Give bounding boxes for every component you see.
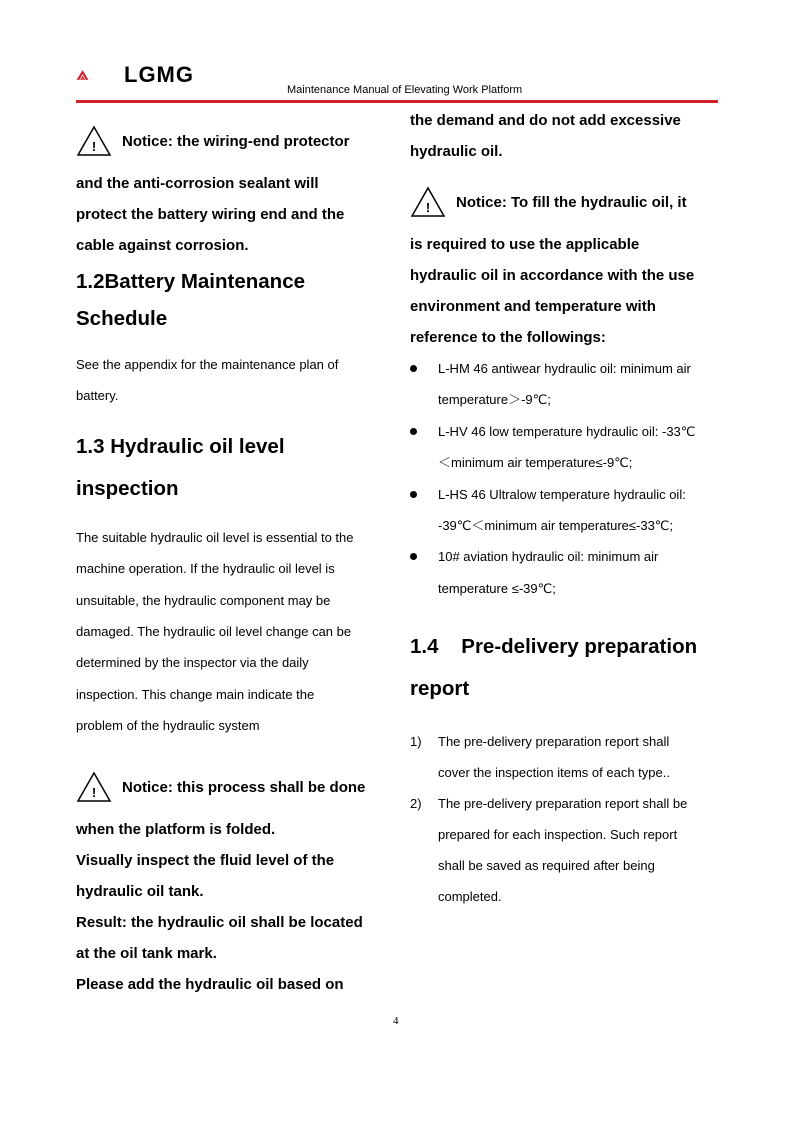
list-item-line: temperature ≤-39℃;	[438, 580, 556, 596]
list-item	[410, 541, 720, 604]
header-divider	[76, 100, 718, 103]
list-item-line: L-HS 46 Ultralow temperature hydraulic oil:	[438, 486, 686, 502]
heading-line: 1.2Battery Maintenance	[76, 270, 306, 293]
notice-text-line: environment and temperature with	[410, 298, 656, 315]
list-item	[410, 416, 720, 479]
section-heading-1-4	[410, 626, 720, 710]
lgmg-logo-mark	[76, 58, 122, 92]
warning-triangle-icon	[410, 186, 446, 218]
page-number: 4	[393, 1015, 399, 1027]
list-item-line: cover the inspection items of each type..	[438, 765, 670, 781]
paragraph-line: See the appendix for the maintenance plan of	[76, 357, 339, 372]
list-item-line: ＜minimum air temperature≤-9℃;	[438, 455, 633, 471]
heading-line: inspection	[76, 476, 179, 500]
list-item	[410, 788, 720, 912]
list-item-line: shall be saved as required after being	[438, 858, 655, 874]
bullet-dot	[410, 491, 417, 498]
notice-fill-hydraulic-oil	[410, 185, 720, 219]
warning-triangle-icon	[76, 125, 112, 157]
list-item-line: -39℃＜minimum air temperature≤-33℃;	[438, 518, 674, 534]
paragraph-line: battery.	[76, 388, 119, 404]
notice-folded-platform	[76, 770, 386, 804]
left-column	[76, 124, 386, 742]
list-marker: 2)	[410, 796, 422, 812]
paragraph-line: determined by the inspector via the daily	[76, 655, 309, 671]
left-column-notice-2	[76, 770, 386, 1000]
logo-text: LGMG	[124, 62, 194, 87]
list-item	[410, 353, 720, 416]
notice-text-line: is required to use the applicable	[410, 236, 640, 253]
section-heading-1-2	[76, 263, 386, 337]
bullet-dot	[410, 365, 417, 372]
right-column	[410, 105, 720, 912]
list-item-line: The pre-delivery preparation report shall	[438, 734, 670, 750]
header-title: Maintenance Manual of Elevating Work Platform	[287, 84, 523, 96]
list-item	[410, 726, 720, 788]
continued-text-line: hydraulic oil.	[410, 143, 503, 160]
heading-line: Schedule	[76, 307, 168, 330]
notice-title: Notice: this process shall be done	[122, 778, 366, 796]
numbered-list	[410, 726, 720, 912]
notice-text-line: Please add the hydraulic oil based on	[76, 976, 344, 993]
notice-text-line: when the platform is folded.	[76, 821, 276, 838]
bullet-dot	[410, 428, 417, 435]
notice-text-line: reference to the followings:	[410, 329, 606, 346]
notice-text-line: and the anti-corrosion sealant will	[76, 175, 319, 192]
list-item-line: L-HV 46 low temperature hydraulic oil: -33℃	[438, 423, 696, 439]
list-item-line: temperature＞-9℃;	[438, 392, 551, 408]
hydraulic-oil-list	[410, 353, 720, 604]
svg-text:!: !	[425, 200, 431, 215]
list-item-line: 10# aviation hydraulic oil: minimum air	[438, 549, 659, 565]
paragraph-line: unsuitable, the hydraulic component may be	[76, 592, 331, 608]
notice-wiring-protector	[76, 124, 386, 158]
list-item-line: The pre-delivery preparation report shall be	[438, 796, 688, 812]
svg-text:!: !	[91, 785, 97, 800]
list-item-line: completed.	[438, 889, 502, 905]
notice-text-line: hydraulic oil tank.	[76, 883, 204, 900]
list-item	[410, 479, 720, 542]
notice-text-line: at the oil tank mark.	[76, 945, 217, 962]
paragraph-line: The suitable hydraulic oil level is essential to the	[76, 529, 354, 545]
list-marker: 1)	[410, 734, 422, 750]
bullet-dot	[410, 553, 417, 560]
notice-text-line: Visually inspect the fluid level of the	[76, 852, 335, 869]
heading-line: report	[410, 677, 470, 701]
list-item-line: L-HM 46 antiwear hydraulic oil: minimum air	[438, 361, 691, 376]
notice-text-line: protect the battery wiring end and the	[76, 206, 345, 223]
notice-title: Notice: To fill the hydraulic oil, it	[456, 193, 687, 211]
svg-text:!: !	[91, 139, 97, 154]
paragraph-line: damaged. The hydraulic oil level change can be	[76, 624, 352, 640]
section-heading-1-3	[76, 426, 386, 510]
notice-text-line: cable against corrosion.	[76, 237, 249, 254]
notice-title: Notice: the wiring-end protector	[122, 132, 350, 150]
notice-text-line: hydraulic oil in accordance with the use	[410, 267, 695, 284]
heading-line: 1.4 Pre-delivery preparation	[410, 635, 698, 659]
paragraph-line: inspection. This change main indicate the	[76, 686, 315, 702]
warning-triangle-icon	[76, 771, 112, 803]
heading-line: 1.3 Hydraulic oil level	[76, 434, 285, 458]
notice-text-line: Result: the hydraulic oil shall be located	[76, 914, 363, 931]
continued-text-line: the demand and do not add excessive	[410, 112, 681, 129]
paragraph-line: machine operation. If the hydraulic oil level is	[76, 561, 335, 577]
list-item-line: prepared for each inspection. Such report	[438, 827, 678, 843]
paragraph-line: problem of the hydraulic system	[76, 718, 260, 734]
